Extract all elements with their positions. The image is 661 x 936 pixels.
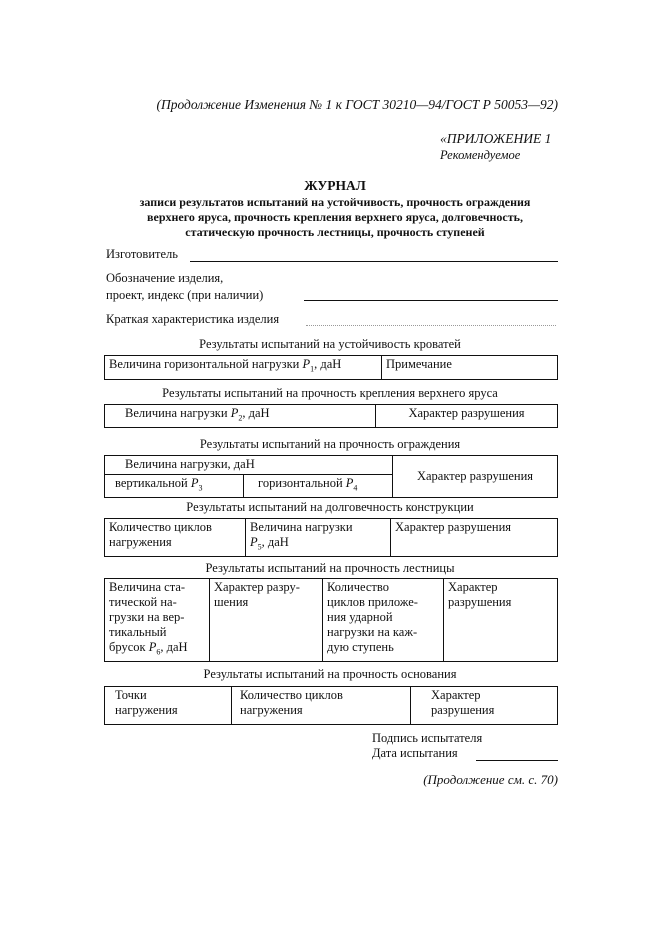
page-header: (Продолжение Изменения № 1 к ГОСТ 30210—94/ГОСТ Р 50053—92) [156, 97, 558, 112]
table5 [104, 578, 558, 662]
table6-col2: Количество циклов нагружения [232, 687, 411, 725]
table6-col3: Характер разрушения [411, 687, 558, 725]
table3-sub2: горизонтальной $P_4$ [244, 475, 393, 498]
table2 [104, 404, 558, 428]
table4-col3: Характер разрушения [391, 519, 558, 557]
subtitle-line-3: статическую прочность лестницы, прочность ступеней [185, 225, 485, 239]
designation-line [304, 300, 558, 301]
characteristic-line [306, 325, 556, 326]
table3-sub1: вертикальной $P_3$ [105, 475, 244, 498]
table5-caption: Результаты испытаний на прочность лестницы [205, 561, 455, 575]
table2-col2: Характер разрушения [376, 405, 558, 428]
table1-col2: Примечание [382, 356, 558, 380]
designation-label-2: проект, индекс (при наличии) [106, 288, 264, 302]
table4-col2: Величина нагрузки $P_5$, даН [246, 519, 391, 557]
table2-col1: Величина нагрузки $P_2$, даН [105, 405, 376, 428]
table3-col2: Характер разрушения [393, 456, 558, 498]
date-label: Дата испытания [372, 746, 458, 760]
table6-caption: Результаты испытаний на прочность основания [203, 667, 457, 681]
appendix-kind: Рекомендуемое [440, 148, 521, 162]
table5-col4: Характер разрушения [444, 579, 558, 662]
table4-caption: Результаты испытаний на долговечность конструкции [186, 500, 474, 514]
table3 [104, 455, 558, 498]
table1 [104, 355, 558, 380]
table2-caption: Результаты испытаний на прочность крепления верхнего яруса [162, 386, 498, 400]
table3-col1: Величина нагрузки, даН [105, 456, 393, 475]
manufacturer-line [190, 261, 558, 262]
table4 [104, 518, 558, 557]
subtitle-line-1: записи результатов испытаний на устойчивость, прочность ограждения [139, 195, 531, 209]
journal-subtitle [100, 195, 570, 240]
table5-col1: Величина ста- тической на- грузки на вер- тикальный брусок $P_6$, даН [105, 579, 210, 662]
table5-col3: Количество циклов приложе- ния ударной нагрузки на каж- дую ступень [323, 579, 444, 662]
date-line [476, 760, 558, 761]
manufacturer-label: Изготовитель [106, 247, 178, 261]
designation-label-1: Обозначение изделия, [106, 271, 224, 285]
table4-col1: Количество циклов нагружения [105, 519, 246, 557]
table6-col1: Точки нагружения [105, 687, 232, 725]
table1-col1: Величина горизонтальной нагрузки $P_1$, даН [105, 356, 382, 380]
characteristic-label: Краткая характеристика изделия [106, 312, 280, 326]
appendix-label [440, 130, 551, 164]
table6 [104, 686, 558, 725]
journal-title: ЖУРНАЛ [304, 178, 366, 193]
appendix-title: «ПРИЛОЖЕНИЕ 1 [440, 131, 552, 146]
table5-col2: Характер разру- шения [210, 579, 323, 662]
subtitle-line-2: верхнего яруса, прочность крепления верхнего яруса, долговечность, [147, 210, 523, 224]
page-footer: (Продолжение см. с. 70) [423, 772, 558, 787]
table3-caption: Результаты испытаний на прочность ограждения [199, 437, 461, 451]
table1-caption: Результаты испытаний на устойчивость кроватей [199, 337, 461, 351]
signature-label: Подпись испытателя [372, 731, 483, 745]
